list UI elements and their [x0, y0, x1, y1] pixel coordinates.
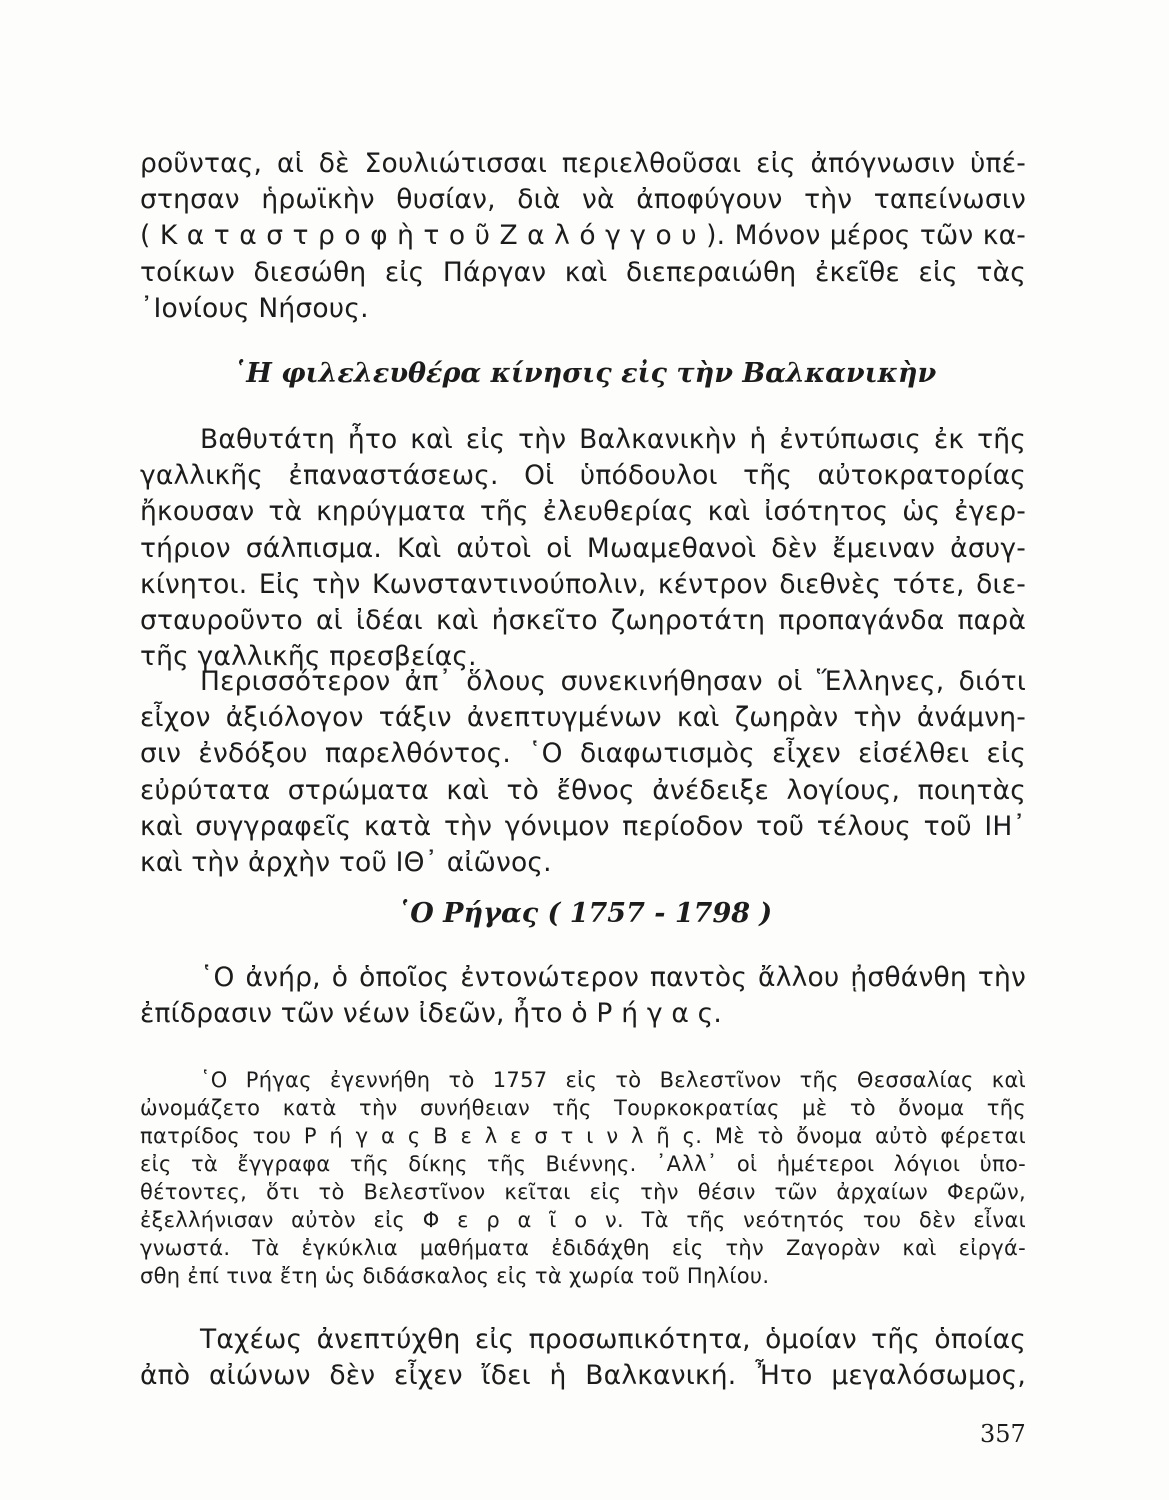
- text-line: ( Κ α τ α σ τ ρ ο φ ὴ τ ο ῦ Ζ α λ ό γ γ ο υ ). Μόνον μέρος τῶν κα-: [140, 220, 1026, 252]
- text-line: στησαν ἡρωϊκὴν θυσίαν, διὰ νὰ ἀποφύγουν τὴν ταπείνωσιν: [140, 184, 1026, 216]
- text-line: ῾Ο ἀνήρ, ὁ ὁποῖος ἐντονώτερον παντὸς ἄλλου ᾐσθάνθη τὴν: [200, 962, 1026, 993]
- text-line: ἤκουσαν τὰ κηρύγματα τῆς ἐλευθερίας καὶ ἰσότητος ὡς ἐγερ-: [140, 496, 1026, 528]
- text-line: σιν ἐνδόξου παρελθόντος. ῾Ο διαφωτισμὸς εἶχεν εἰσέλθει εἰς: [140, 738, 1026, 770]
- text-line: σθη ἐπί τινα ἔτη ὡς διδάσκαλος εἰς τὰ χωρία τοῦ Πηλίου.: [140, 1264, 770, 1288]
- text-line: πατρίδος του Ρ ή γ α ς Β ε λ ε σ τ ι ν λ ῆ ς. Μὲ τὸ ὄνομα αὐτὸ φέρεται: [140, 1124, 1026, 1148]
- paragraph-4: [140, 960, 1026, 1032]
- text-line: καὶ συγγραφεῖς κατὰ τὴν γόνιμον περίοδον τοῦ τέλους τοῦ ΙΗ᾿: [140, 810, 1026, 842]
- text-line: ἐξελλήνισαν αὐτὸν εἰς Φ ε ρ α ῖ ο ν. Τὰ τῆς νεότητός του δὲν εἶναι: [140, 1208, 1026, 1232]
- text-line: γνωστά. Τὰ ἐγκύκλια μαθήματα ἐδιδάχθη εἰς τὴν Ζαγορὰν καὶ εἰργά-: [140, 1236, 1026, 1260]
- page-number: 357: [980, 1420, 1026, 1448]
- text-line: ἀπὸ αἰώνων δὲν εἶχεν ἴδει ἡ Βαλκανική. Ἦτο μεγαλόσωμος,: [140, 1360, 1026, 1392]
- paragraph-2: [140, 422, 1026, 675]
- section-heading-rigas: ῾Ο Ρήγας ( 1757 - 1798 ): [396, 898, 773, 929]
- small-print-paragraph: [140, 1066, 1026, 1290]
- text-line: τοίκων διεσώθη εἰς Πάργαν καὶ διεπεραιώθη ἐκεῖθε εἰς τὰς: [140, 256, 1026, 288]
- text-line: Ταχέως ἀνεπτύχθη εἰς προσωπικότητα, ὁμοίαν τῆς ὁποίας: [200, 1324, 1026, 1355]
- text-line: εἶχον ἀξιόλογον τάξιν ἀνεπτυγμένων καὶ ζωηρὰν τὴν ἀνάμνη-: [140, 702, 1026, 734]
- text-line: ὠνομάζετο κατὰ τὴν συνήθειαν τῆς Τουρκοκρατίας μὲ τὸ ὄνομα τῆς: [140, 1096, 1026, 1120]
- text-line: τήριον σάλπισμα. Καὶ αὐτοὶ οἱ Μωαμεθανοὶ δὲν ἔμειναν ἀσυγ-: [140, 532, 1026, 564]
- text-line: ῾Ο Ρήγας ἐγεννήθη τὸ 1757 εἰς τὸ Βελεστῖνον τῆς Θεσσαλίας καὶ: [200, 1068, 1026, 1092]
- text-line: εὐρύτατα στρώματα καὶ τὸ ἔθνος ἀνέδειξε λογίους, ποιητὰς: [140, 774, 1026, 806]
- paragraph-3: [140, 664, 1026, 881]
- text-line: Περισσότερον ἀπ᾿ ὅλους συνεκινήθησαν οἱ Ἕλληνες, διότι: [200, 666, 1026, 697]
- text-line: θέτοντες, ὅτι τὸ Βελεστῖνον κεῖται εἰς τὴν θέσιν τῶν ἀρχαίων Φερῶν,: [140, 1180, 1026, 1204]
- paragraph-1: [140, 146, 1026, 327]
- text-line: εἰς τὰ ἔγγραφα τῆς δίκης τῆς Βιέννης. ᾿Αλλ᾿ οἱ ἡμέτεροι λόγιοι ὑπο-: [140, 1152, 1026, 1176]
- text-line: τῆς γαλλικῆς πρεσβείας.: [140, 641, 477, 673]
- paragraph-5: [140, 1322, 1026, 1394]
- text-line: σταυροῦντο αἱ ἰδέαι καὶ ἠσκεῖτο ζωηροτάτη προπαγάνδα παρὰ: [140, 605, 1026, 637]
- text-line: ροῦντας, αἱ δὲ Σουλιώτισσαι περιελθοῦσαι εἰς ἀπόγνωσιν ὑπέ-: [140, 148, 1026, 179]
- text-line: ᾿Ιονίους Νήσους.: [140, 292, 369, 324]
- text-line: κίνητοι. Εἰς τὴν Κωνσταντινούπολιν, κέντρον διεθνὲς τότε, διε-: [140, 568, 1026, 600]
- text-line: καὶ τὴν ἀρχὴν τοῦ ΙΘ᾿ αἰῶνος.: [140, 847, 552, 879]
- text-line: γαλλικῆς ἐπαναστάσεως. Οἱ ὑπόδουλοι τῆς αὐτοκρατορίας: [140, 460, 1026, 492]
- text-line: Βαθυτάτη ἦτο καὶ εἰς τὴν Βαλκανικὴν ἡ ἐντύπωσις ἐκ τῆς: [200, 424, 1026, 455]
- section-heading-liberal-movement: ῾Η φιλελευθέρα κίνησις εἰς τὴν Βαλκανικὴν: [232, 358, 937, 389]
- text-line: ἐπίδρασιν τῶν νέων ἰδεῶν, ἦτο ὁ Ρ ή γ α ς.: [140, 998, 723, 1030]
